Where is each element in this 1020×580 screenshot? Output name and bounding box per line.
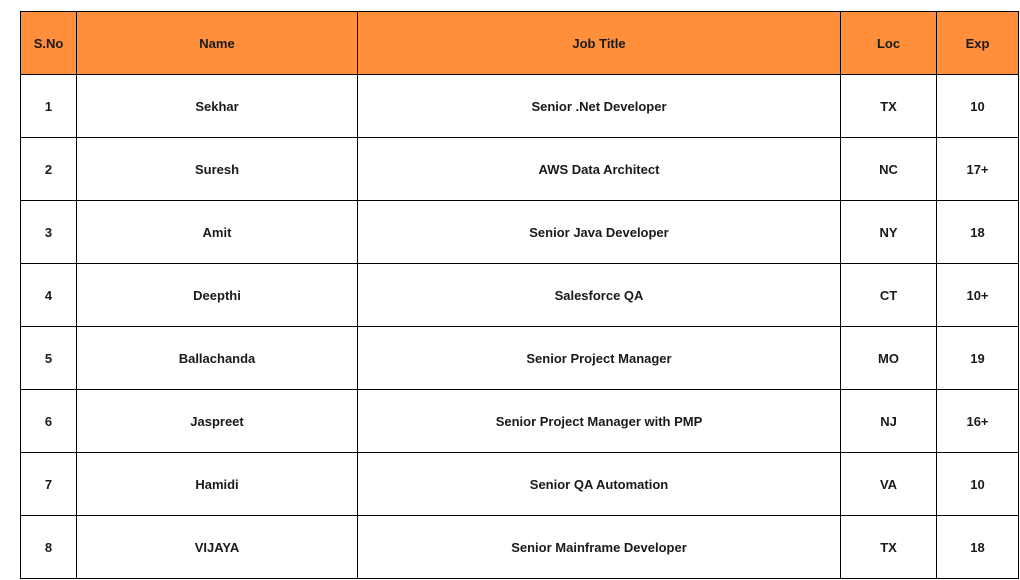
cell-loc: NJ <box>841 390 937 453</box>
cell-name: Suresh <box>77 138 358 201</box>
cell-loc: TX <box>841 516 937 579</box>
header-sno: S.No <box>21 12 77 75</box>
cell-loc: VA <box>841 453 937 516</box>
cell-sno: 5 <box>21 327 77 390</box>
cell-name: Jaspreet <box>77 390 358 453</box>
table-row <box>21 75 1019 138</box>
cell-job-title: Senior QA Automation <box>358 453 841 516</box>
cell-sno: 3 <box>21 201 77 264</box>
cell-job-title: Senior Mainframe Developer <box>358 516 841 579</box>
table-row <box>21 138 1019 201</box>
cell-name: Amit <box>77 201 358 264</box>
cell-loc: NY <box>841 201 937 264</box>
table-row <box>21 453 1019 516</box>
cell-sno: 2 <box>21 138 77 201</box>
cell-name: Deepthi <box>77 264 358 327</box>
cell-job-title: Senior Java Developer <box>358 201 841 264</box>
table-row <box>21 390 1019 453</box>
cell-loc: NC <box>841 138 937 201</box>
table-row <box>21 516 1019 579</box>
candidates-table <box>20 11 1019 579</box>
cell-exp: 10 <box>937 75 1019 138</box>
table-row <box>21 264 1019 327</box>
cell-job-title: Senior Project Manager <box>358 327 841 390</box>
candidates-table-container <box>20 11 1019 579</box>
cell-job-title: Salesforce QA <box>358 264 841 327</box>
cell-exp: 16+ <box>937 390 1019 453</box>
cell-loc: MO <box>841 327 937 390</box>
cell-sno: 4 <box>21 264 77 327</box>
cell-name: Ballachanda <box>77 327 358 390</box>
cell-exp: 18 <box>937 516 1019 579</box>
cell-exp: 18 <box>937 201 1019 264</box>
cell-exp: 10 <box>937 453 1019 516</box>
cell-sno: 6 <box>21 390 77 453</box>
cell-sno: 7 <box>21 453 77 516</box>
cell-loc: TX <box>841 75 937 138</box>
header-job-title: Job Title <box>358 12 841 75</box>
cell-job-title: Senior .Net Developer <box>358 75 841 138</box>
cell-job-title: AWS Data Architect <box>358 138 841 201</box>
cell-name: Hamidi <box>77 453 358 516</box>
cell-exp: 17+ <box>937 138 1019 201</box>
header-exp: Exp <box>937 12 1019 75</box>
table-row <box>21 327 1019 390</box>
cell-name: Sekhar <box>77 75 358 138</box>
cell-sno: 8 <box>21 516 77 579</box>
cell-sno: 1 <box>21 75 77 138</box>
cell-name: VIJAYA <box>77 516 358 579</box>
header-name: Name <box>77 12 358 75</box>
cell-job-title: Senior Project Manager with PMP <box>358 390 841 453</box>
header-loc: Loc <box>841 12 937 75</box>
cell-loc: CT <box>841 264 937 327</box>
cell-exp: 10+ <box>937 264 1019 327</box>
table-row <box>21 201 1019 264</box>
header-row <box>21 12 1019 75</box>
cell-exp: 19 <box>937 327 1019 390</box>
